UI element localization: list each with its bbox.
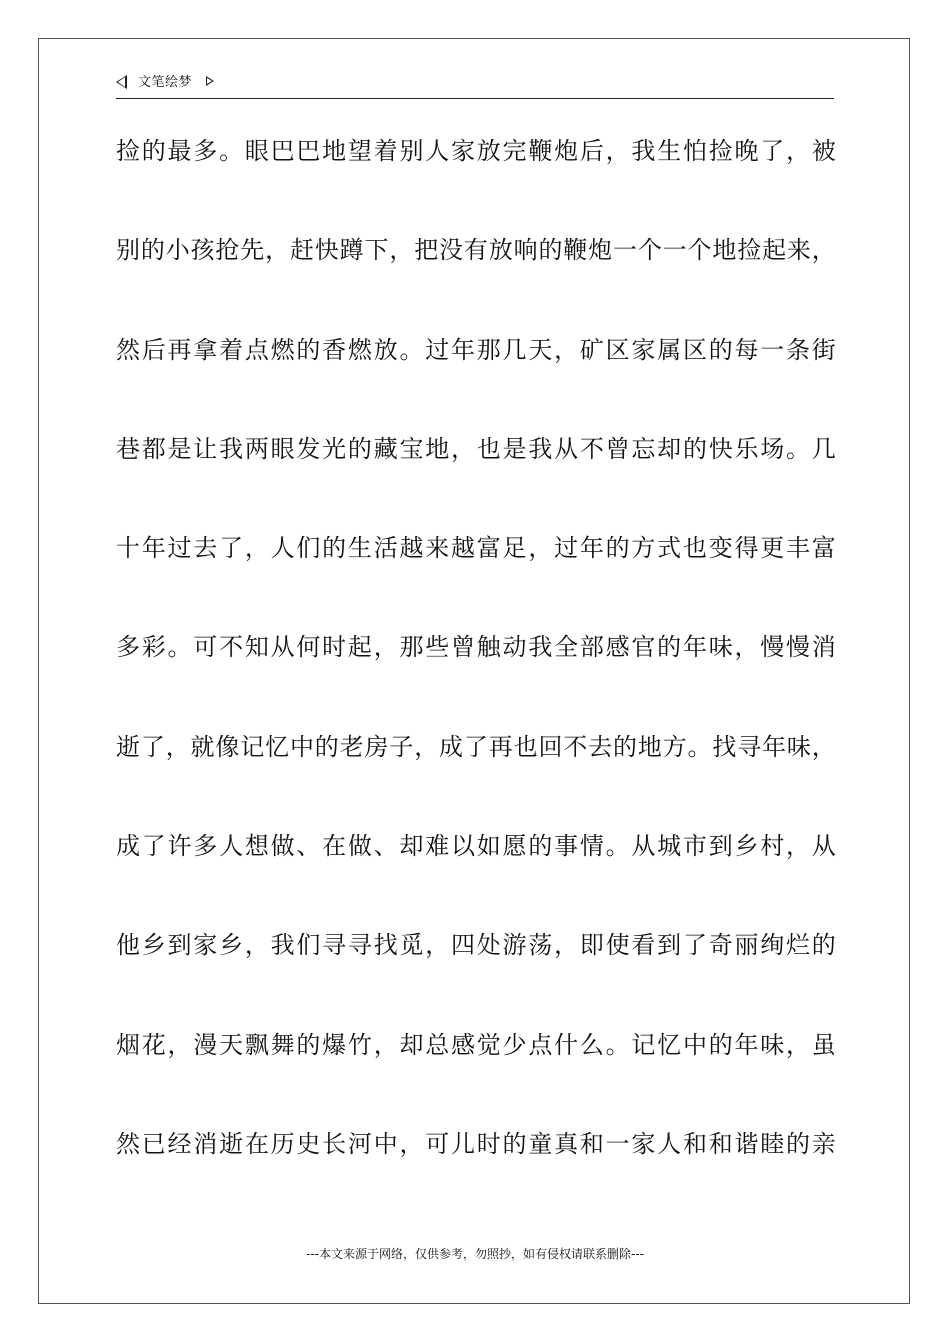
document-body: [116, 128, 836, 1220]
text-line: 巷都是让我两眼发光的藏宝地，也是我从不曾忘却的快乐场。几: [116, 434, 836, 463]
text-line: 成了许多人想做、在做、却难以如愿的事情。从城市到乡村，从: [116, 832, 836, 861]
header-brand: 文笔绘梦: [138, 75, 193, 90]
footer-notice: ---本文来源于网络，仅供参考，勿照抄，如有侵权请联系删除---: [306, 1247, 644, 1261]
triangle-left-icon: [116, 75, 127, 89]
text-line: 十年过去了，人们的生活越来越富足，过年的方式也变得更丰富: [116, 534, 836, 563]
triangle-right-icon: [206, 76, 214, 86]
text-line: 然后再拿着点燃的香燃放。过年那几天，矿区家属区的每一条街: [116, 335, 836, 364]
text-line: 多彩。可不知从何时起，那些曾触动我全部感官的年味，慢慢消: [116, 633, 836, 662]
page-header: [116, 72, 834, 99]
text-line: 他乡到家乡，我们寻寻找觅，四处游荡，即使看到了奇丽绚烂的: [116, 931, 836, 960]
text-line: 捡的最多。眼巴巴地望着别人家放完鞭炮后，我生怕捡晚了，被: [116, 137, 836, 165]
text-line: 然已经消逝在历史长河中，可儿时的童真和一家人和和谐睦的亲: [116, 1129, 836, 1158]
text-line: 别的小孩抢先，赶快蹲下，把没有放响的鞭炮一个一个地捡起来，: [116, 236, 836, 265]
text-line: 烟花，漫天飘舞的爆竹，却总感觉少点什么。记忆中的年味，虽: [116, 1030, 836, 1059]
text-line: 逝了，就像记忆中的老房子，成了再也回不去的地方。找寻年味，: [116, 732, 836, 761]
